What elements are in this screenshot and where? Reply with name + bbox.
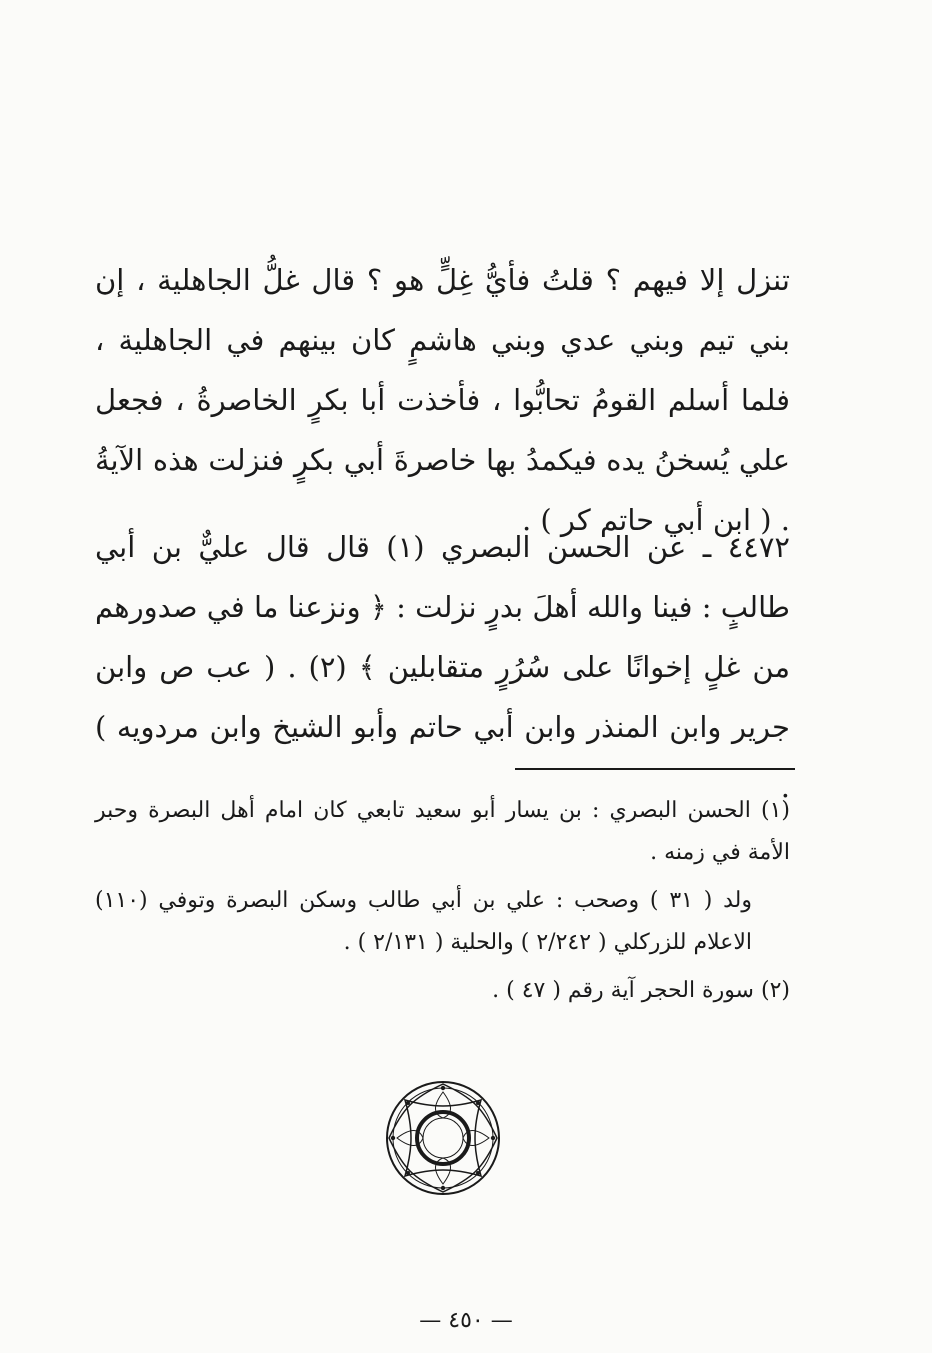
circular-arabesque-ornament-icon <box>383 1078 503 1198</box>
footnote-2: (٢) سورة الحجر آية رقم ( ٤٧ ) . <box>492 978 790 1003</box>
hadith-paragraph <box>95 517 790 817</box>
hadith-dash: ـ <box>702 530 712 564</box>
hadith-number: ٤٤٧٢ <box>727 530 791 564</box>
footnote-1: (١) الحسن البصري : بن يسار أبو سعيد تابعي كان امام أهل البصرة وحبر الأمة في زمنه . <box>95 798 790 865</box>
footnote-1-continued: ولد ( ٣١ ) وصحب : علي بن أبي طالب وسكن البصرة وتوفي (١١٠) الاعلام للزركلي ( ٢/٢٤٢ ) والحلية ( ٢/١٣١ ) . <box>95 888 753 955</box>
page-number: — ٤٥٠ — <box>419 1308 513 1333</box>
hadith-text: عن الحسن البصري (١) قال قال عليٌّ بن أبي طالبٍ : فينا والله أهلَ بدرٍ نزلت : ﴿ ونزعنا ما في صدورهم من غلٍ إخوانًا على سُرُرٍ متقابلين ﴾ (٢) . ( عب ص وابن جرير وابن المنذر وابن أبي حاتم وأبو الشيخ وابن مردويه ) . <box>95 530 790 804</box>
main-paragraph: تنزل إلا فيهم ؟ قلتُ فأيُّ غِلٍّ هو ؟ قال غلُّ الجاهلية ، إن بني تيم وبني عدي وبني هاشمٍ كان بينهم في الجاهلية ، فلما أسلم القومُ تحابُّوا ، فأخذت أبا بكرٍ الخاصرةُ ، فجعل علي يُسخنُ يده فيكمدُ بها خاصرةَ أبي بكرٍ فنزلت هذه الآيةُ . ( ابن أبي حاتم كر ) . <box>95 263 790 537</box>
footnote-divider <box>515 768 795 770</box>
footnotes <box>95 790 790 1018</box>
